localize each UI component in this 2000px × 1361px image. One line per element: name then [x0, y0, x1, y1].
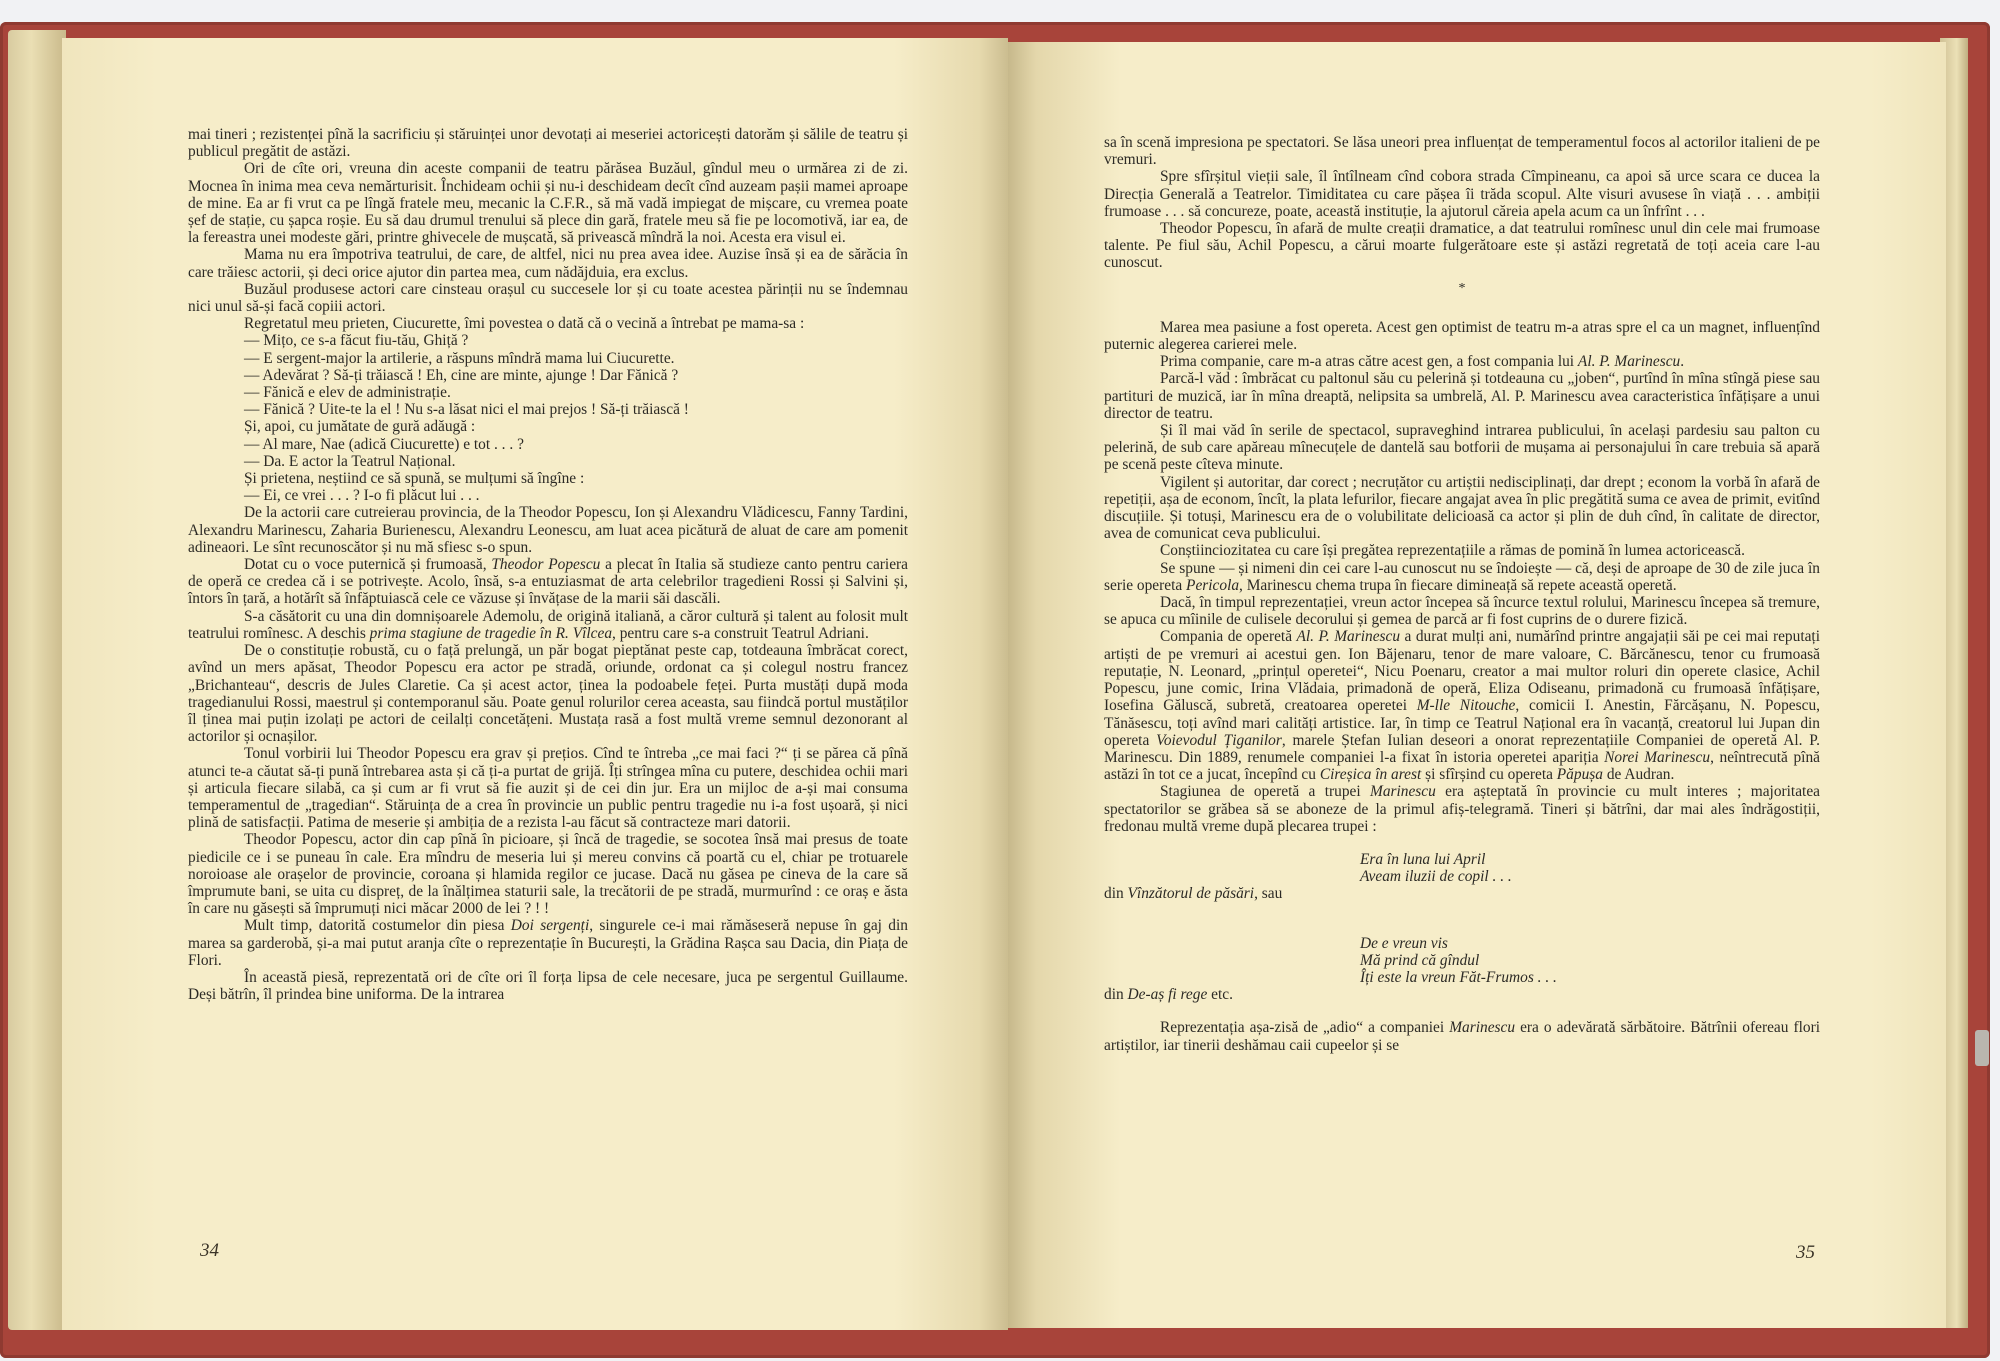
right-page-text: [1104, 134, 1820, 1054]
paragraph: — Al mare, Nae (adică Ciucurette) e tot . . . ?: [244, 435, 524, 453]
paragraph: Mult timp, datorită costumelor din piesa Doi sergenți, singurele ce-i mai rămăseseră nepuse în gaj din marea sa garderobă, și-a mai putut aranja cîte o reprezentație în București, la Grădina Rașca sau Dacia, din Piața de Flori.: [188, 917, 908, 969]
verse-line: Îți este la vreun Făt-Frumos . . .: [1360, 968, 1557, 986]
paragraph: Spre sfîrșitul vieții sale, îl întîlneam cînd cobora strada Cîmpineanu, ca apoi să urce scara ce ducea la Direcția Generală a Teatrelor. Timiditatea cu care pășea îi trăda scopul. Alte visuri avusese în viață . . . ambiții frumoase . . . să concureze, poate, această instituție, la ajutorul căreia apela acum ca un înfrînt . . .: [1104, 168, 1820, 220]
paragraph: — Adevărat ? Să-ți trăiască ! Eh, cine are minte, ajunge ! Dar Fănică ?: [244, 366, 679, 384]
paragraph: Stagiunea de operetă a trupei Marinescu era așteptată în provincie cu mult interes ; majoritatea spectatorilor se grăbea să se aboneze de la primul afiș-telegramă. Tineri și bătrîni, dar mai ales îndrăgostiții, fredonau multă vreme după plecarea trupei :: [1104, 783, 1820, 835]
paragraph: Theodor Popescu, actor din cap pînă în picioare, și încă de tragedie, se socotea însă mai presus de toate piedicile ce i se puneau în cale. Era mîndru de meseria lui și mereu convins că poartă cu el, chiar pe trotuarele noroioase ale orașelor de provincie, coroana și hlamida regilor ce jucase. Dacă nu găsea pe cineva de la care să împrumute bani, se uita cu dispreț, de la înălțimea staturii sale, la trecătorii de pe stradă, murmurînd : ce oraș e ăsta în care nu găsești să împrumuți nici măcar 2000 de lei ? ! !: [188, 831, 908, 918]
paragraph: S-a căsătorit cu una din domnișoarele Ademolu, de origină italiană, a căror cultură și talent au folosit mult teatrului romînesc. A deschis prima stagiune de tragedie în R. Vîlcea, pentru care s-a construit Teatrul Adriani.: [188, 607, 908, 642]
paragraph: În această piesă, reprezentată ori de cîte ori îl forța lipsa de cele necesare, juca pe sergentul Guillaume. Deși bătrîn, îl prindea bine uniforma. De la intrarea: [188, 968, 908, 1004]
paragraph: Conștiinciozitatea cu care își pregătea reprezentațiile a rămas de pomină în lumea actoricească.: [1160, 542, 1745, 560]
paragraph: — Fănică e elev de administrație.: [244, 384, 451, 402]
verse-line: Aveam iluzii de copil . . .: [1360, 868, 1512, 886]
paragraph: Mama nu era împotriva teatrului, de care, de altfel, nici nu prea avea idee. Auzise însă și ea de sărăcia în care trăiesc actorii, și deci orice ajutor din partea mea, cum nădăjduia, era exclus.: [188, 246, 908, 281]
paragraph: Dacă, în timpul reprezentației, vreun actor începea să încurce textul rolului, Marinescu începea să tremure, se apuca cu mîinile de culisele decorului și gemea de parcă ar fi fost cuprins de o durere fizică.: [1104, 594, 1820, 629]
verse-line: De e vreun vis: [1360, 934, 1448, 952]
paragraph: Și îl mai văd în serile de spectacol, supraveghind intrarea publicului, în același pardesiu sau palton cu pelerină, de sub care apăreau mînecuțele de dantelă sau botforii de mușama ai personajului în care trebuia să apară pe scenă peste cîteva minute.: [1104, 422, 1820, 474]
verse-line: Era în luna lui April: [1360, 850, 1486, 868]
verse-line: Mă prind că gîndul: [1360, 951, 1480, 969]
paragraph: — E sergent-major la artilerie, a răspuns mîndră mama lui Ciucurette.: [244, 349, 675, 367]
paragraph: Buzăul produsese actori care cinsteau orașul cu succesele lor și cu toate acestea părinții nu se îndemnau nici unul să-și facă copiii actori.: [188, 280, 908, 316]
paragraph: Regretatul meu prieten, Ciucurette, îmi povestea o dată că o vecină a întrebat pe mama-sa :: [244, 315, 805, 333]
closing-paragraph: Reprezentația așa-zisă de „adio“ a companiei Marinescu era o adevărată sărbătoire. Bătrînii ofereau flori artiștilor, iar tinerii deshămau caii cupeelor și se: [1104, 1019, 1820, 1054]
page-number-left: 34: [200, 1240, 219, 1261]
paragraph: mai tineri ; rezistenței pînă la sacrificiu și stăruinței unor devotați ai meseriei actoricești datorăm și sălile de teatru și publicul pregătit de astăzi.: [188, 126, 908, 161]
paragraph: sa în scenă impresiona pe spectatori. Se lăsa uneori prea influențat de temperamentul focos al actorilor italieni de pe vremuri.: [1104, 134, 1820, 169]
binding-damage: [1975, 1030, 1989, 1066]
paragraph: Se spune — și nimeni din cei care l-au cunoscut nu se îndoiește — că, deși de aproape de 30 de zile juca în serie opereta Pericola, Marinescu chema trupa în fiecare dimineață să repete această operetă.: [1104, 559, 1820, 594]
verse-source: din De-aș fi rege etc.: [1104, 986, 1233, 1004]
paragraph: Vigilent și autoritar, dar corect ; necruțător cu artiștii nedisciplinați, dar drept ; econom la vorbă în afară de repetiții, așa de econom, încît, la plata lefurilor, fiecare angajat avea în plic pregătită suma ce avea de primit, evitînd discuțiile. Și totuși, Marinescu era de o volubilitate delicioasă ca actor și plin de duh cînd, în calitate de director, avea de comunicat ceva publicului.: [1104, 473, 1820, 543]
section-separator: *: [1458, 280, 1466, 296]
paragraph: — Da. E actor la Teatrul Național.: [244, 452, 456, 470]
page-number-right: 35: [1796, 1242, 1815, 1263]
page-edges-left: [8, 30, 66, 1330]
paragraph: Compania de operetă Al. P. Marinescu a durat mulți ani, numărînd printre angajații săi pe cei mai reputați artiști de pe vremuri ai acestui gen. Ion Băjenaru, tenor de mare valoare, C. Bărcănescu, tenor cu frumoasă reputație, N. Leonard, „prințul operetei“, Nicu Poenaru, creator a mai multor roluri din operete clasice, Achil Popescu, june comic, Irina Vlădaia, primadonă de operă, Eliza Odiseanu, primadonă cu frumoasă înfățișare, Iosefina Găluscă, subretă, creatoarea operetei M-lle Nitouche, comicii I. Anestin, Fărcășanu, N. Popescu, Tănăsescu, toți avînd mari calități artistice. Iar, în timp ce Teatrul Național era în vacanță, creatorul lui Jupan din opereta Voievodul Țiganilor, marele Ștefan Iulian deseori a onorat reprezentațiile Companiei de operetă Al. P. Marinescu. Din 1889, renumele companiei l-a fixat în istoria operetei apariția Norei Marinescu, neîntrecută pînă astăzi în tot ce a jucat, începînd cu Cireșica în arest și sfîrșind cu opereta Păpușa de Audran.: [1104, 628, 1820, 784]
paragraph: Ori de cîte ori, vreuna din aceste companii de teatru părăsea Buzăul, gîndul meu o urmărea zi de zi. Mocnea în inima mea ceva nemărturisit. Închideam ochii și nu-i deschideam decît cînd auzeam pașii mamei aproape de mine. Ea ar fi vrut ca pe lîngă fratele meu, mecanic la C.F.R., să mă vadă impiegat de mișcare, cu vremea poate șef de stație, cu șapca roșie. Eu să dau drumul trenului să plece din gară, fratele meu să fie pe locomotivă, iar ea, de la fereastra unei modeste gări, printre ghivecele de mușcată, să privească mîndră la noi. Acesta era visul ei.: [188, 160, 908, 247]
paragraph: — Mițo, ce s-a făcut fiu-tău, Ghiță ?: [244, 332, 469, 350]
verse-source: din Vînzătorul de păsări, sau: [1104, 885, 1283, 903]
right-text-part-b: [1104, 319, 1820, 835]
paragraph: Și prietena, neștiind ce să spună, se mulțumi să îngîne :: [244, 470, 585, 488]
paragraph: — Ei, ce vrei . . . ? I-o fi plăcut lui . . .: [244, 487, 480, 505]
paragraph: Theodor Popescu, în afară de multe creații dramatice, a dat teatrului romînesc unul din cele mai frumoase talente. Pe fiul său, Achil Popescu, a cărui moarte fulgerătoare este și astăzi regretată de toți aceia care l-au cunoscut.: [1104, 220, 1820, 272]
right-text-part-a: [1104, 134, 1820, 272]
paragraph: Dotat cu o voce puternică și frumoasă, Theodor Popescu a plecat în Italia să studieze canto pentru cariera de operă ce credea că i se potrivește. Acolo, însă, s-a entuziasmat de arta celebrilor tragedieni Rossi și Salvini și, întors în țară, a hotărît să înfăptuiască cele ce văzuse și învățase de la marii săi dascăli.: [188, 556, 908, 608]
paragraph: Tonul vorbirii lui Theodor Popescu era grav și prețios. Cînd te întreba „ce mai faci ?“ ți se părea că pînă atunci te-a căutat să-ți pună întrebarea asta și că ți-a purtat de grijă. Îți strîngea mîna cu putere, deschidea ochii mari și articula fiecare silabă, ca și cum ar fi vrut să fie auzit și de cei din jur. Era un mijloc de a-și mai consuma temperamentul de „tragedian“. Stăruința de a crea în provincie un public pentru tragedie nu i-a fost ușoară, și nici plină de satisfacții. Patima de meserie și ambiția de a rezista l-au făcut să contracteze mari datorii.: [188, 745, 908, 832]
paragraph: Parcă-l văd : îmbrăcat cu paltonul său cu pelerină și totdeauna cu „joben“, purtînd în mîna stîngă piese sau partituri de muzică, iar în mîna dreaptă, nelipsita sa umbrelă, Al. P. Marinescu avea caracteristica înfățișare a unui director de teatru.: [1104, 370, 1820, 422]
paragraph: Și, apoi, cu jumătate de gură adăugă :: [244, 418, 476, 436]
paragraph: De o constituție robustă, cu o față prelungă, un păr bogat pieptănat peste cap, totdeauna îmbrăcat corect, avînd un mers apăsat, Theodor Popescu era actor pe stradă, oriunde, ordonat ca și colegul nostru francez „Brichanteau“, descris de Jules Claretie. Ca și acest actor, ținea la podoabele feței. Purta mustăți după moda tragedianului Rossi, maestrul și contemporanul său. Poate genul rolurilor cerea aceasta, sau fiindcă portul mustăților îl ținea mai puțin izolați pe actori de ceilalți concetățeni. Mustața rasă a fost multă vreme semnul dezonorant al actorilor și ocnașilor.: [188, 642, 908, 746]
paragraph: Prima companie, care m-a atras către acest gen, a fost compania lui Al. P. Marinescu.: [1160, 353, 1685, 371]
paragraph: Marea mea pasiune a fost opereta. Acest gen optimist de teatru m-a atras spre el ca un magnet, influențînd puternic alegerea carierei mele.: [1104, 318, 1820, 354]
paragraph: — Fănică ? Uite-te la el ! Nu s-a lăsat nici el mai prejos ! Să-ți trăiască !: [244, 401, 689, 419]
left-page-text: [188, 126, 908, 1003]
paragraph: De la actorii care cutreierau provincia, de la Theodor Popescu, Ion și Alexandru Vlădicescu, Fanny Tardini, Alexandru Marinescu, Zaharia Burienescu, Alexandru Leonescu, am luat acea picătură de aluat de care am pomenit adineaori. Le sînt recunoscător și nu mă sfiesc s-o spun.: [188, 504, 908, 556]
